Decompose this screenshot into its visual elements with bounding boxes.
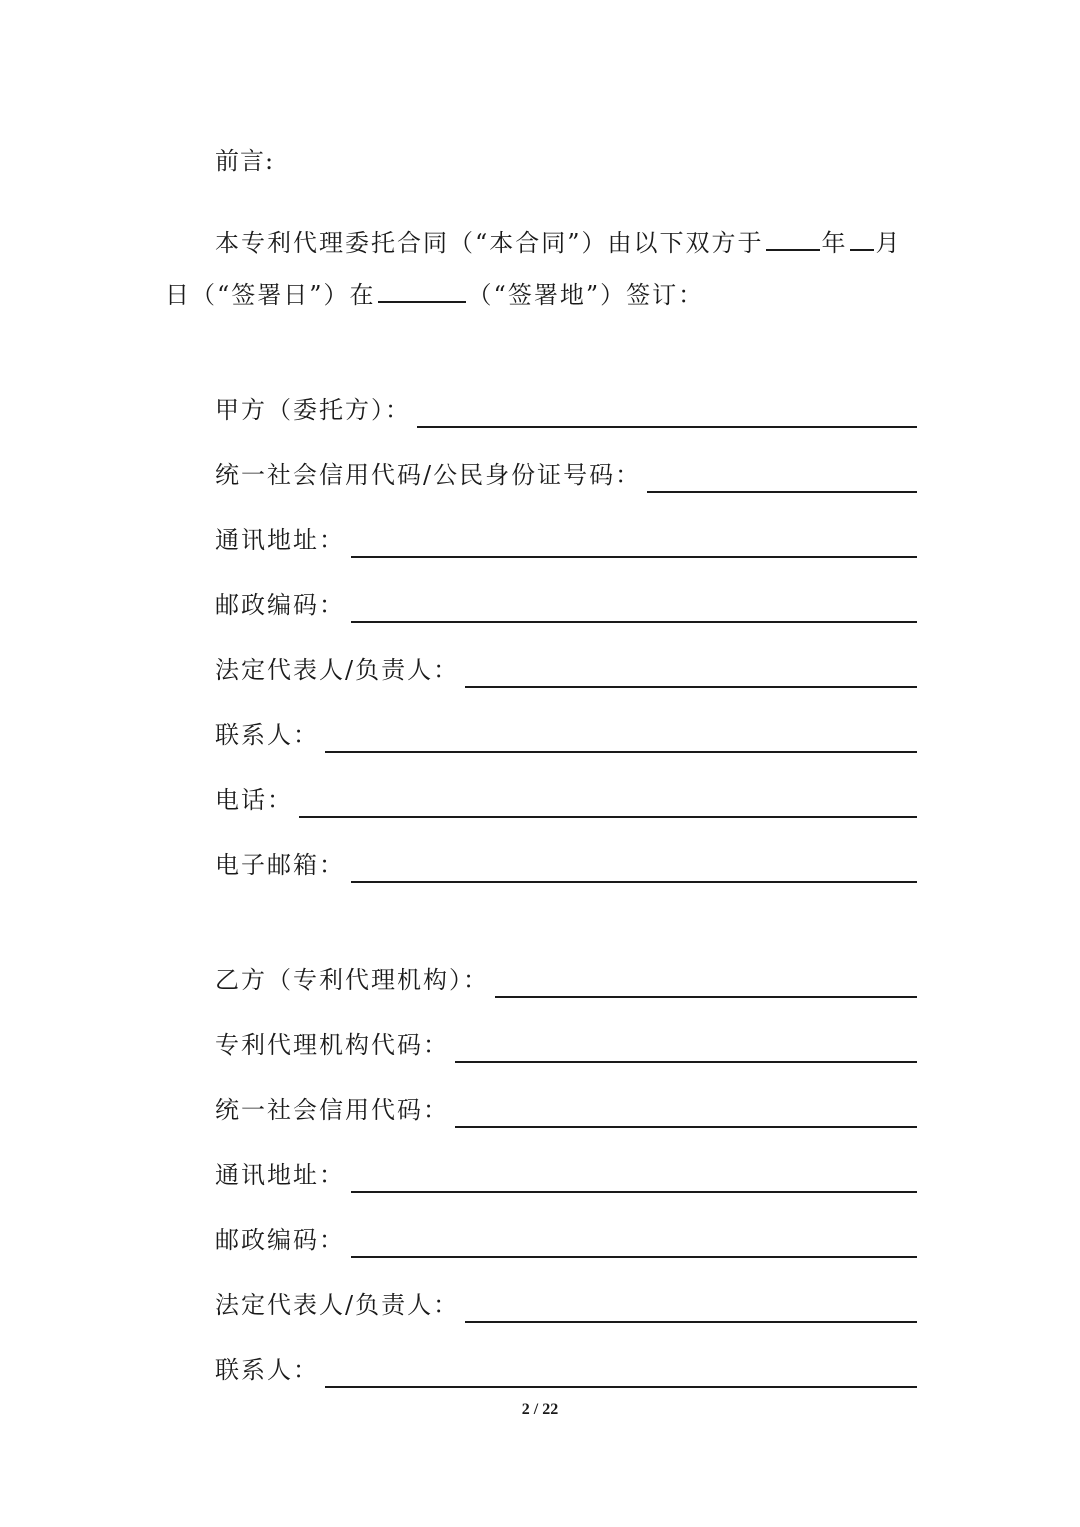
party-b-address-field bbox=[215, 1155, 917, 1193]
party-a-name-field bbox=[215, 390, 917, 428]
fill-line[interactable] bbox=[299, 808, 917, 818]
fill-line[interactable] bbox=[351, 548, 917, 558]
field-label: 通讯地址： bbox=[215, 1161, 345, 1189]
field-label: 法定代表人/负责人： bbox=[215, 1291, 460, 1319]
field-label: 统一社会信用代码/公民身份证号码： bbox=[215, 461, 642, 489]
intro-text: 本专利代理委托合同（“本合同”）由以下双方于 bbox=[215, 229, 764, 257]
fill-line[interactable] bbox=[465, 678, 917, 688]
day-signing-text: 日（“签署日”）在 bbox=[165, 281, 376, 309]
party-a-phone-field bbox=[215, 780, 917, 818]
field-label: 专利代理机构代码： bbox=[215, 1031, 449, 1059]
fill-line[interactable] bbox=[417, 418, 917, 428]
signing-place-text: （“签署地”）签订： bbox=[467, 281, 705, 309]
preface-heading: 前言: bbox=[215, 147, 275, 175]
fill-line[interactable] bbox=[351, 1248, 917, 1258]
party-b-contact-field bbox=[215, 1350, 917, 1388]
fill-line[interactable] bbox=[495, 988, 917, 998]
fill-line[interactable] bbox=[351, 613, 917, 623]
field-label: 邮政编码： bbox=[215, 1226, 345, 1254]
party-a-email-field bbox=[215, 845, 917, 883]
fill-line[interactable] bbox=[325, 1378, 917, 1388]
year-label: 年 bbox=[821, 229, 848, 257]
field-label: 电子邮箱： bbox=[215, 851, 345, 879]
field-label: 邮政编码： bbox=[215, 591, 345, 619]
fill-line[interactable] bbox=[465, 1313, 917, 1323]
fill-line[interactable] bbox=[455, 1118, 917, 1128]
field-label: 联系人： bbox=[215, 1356, 319, 1384]
month-blank[interactable] bbox=[850, 223, 874, 251]
party-b-credit-code-field bbox=[215, 1090, 917, 1128]
field-label: 通讯地址： bbox=[215, 526, 345, 554]
intro-line-1 bbox=[165, 223, 917, 261]
signing-place-blank[interactable] bbox=[378, 275, 466, 303]
month-label: 月 bbox=[875, 229, 902, 257]
fill-line[interactable] bbox=[351, 1183, 917, 1193]
fill-line[interactable] bbox=[351, 873, 917, 883]
party-a-contact-field bbox=[215, 715, 917, 753]
page-number: 2 / 22 bbox=[521, 1401, 559, 1418]
party-b-agency-code-field bbox=[215, 1025, 917, 1063]
field-label: 联系人： bbox=[215, 721, 319, 749]
party-a-postcode-field bbox=[215, 585, 917, 623]
field-label: 甲方（委托方）： bbox=[215, 396, 411, 424]
party-a-credit-code-field bbox=[215, 455, 917, 493]
field-label: 法定代表人/负责人： bbox=[215, 656, 460, 684]
party-b-name-field bbox=[215, 960, 917, 998]
field-label: 电话： bbox=[215, 786, 293, 814]
field-label: 乙方（专利代理机构）： bbox=[215, 966, 489, 994]
field-label: 统一社会信用代码： bbox=[215, 1096, 449, 1124]
party-a-representative-field bbox=[215, 650, 917, 688]
party-a-address-field bbox=[215, 520, 917, 558]
fill-line[interactable] bbox=[647, 483, 917, 493]
intro-line-2 bbox=[165, 275, 917, 313]
party-b-postcode-field bbox=[215, 1220, 917, 1258]
year-blank[interactable] bbox=[766, 223, 820, 251]
fill-line[interactable] bbox=[325, 743, 917, 753]
fill-line[interactable] bbox=[455, 1053, 917, 1063]
party-b-representative-field bbox=[215, 1285, 917, 1323]
